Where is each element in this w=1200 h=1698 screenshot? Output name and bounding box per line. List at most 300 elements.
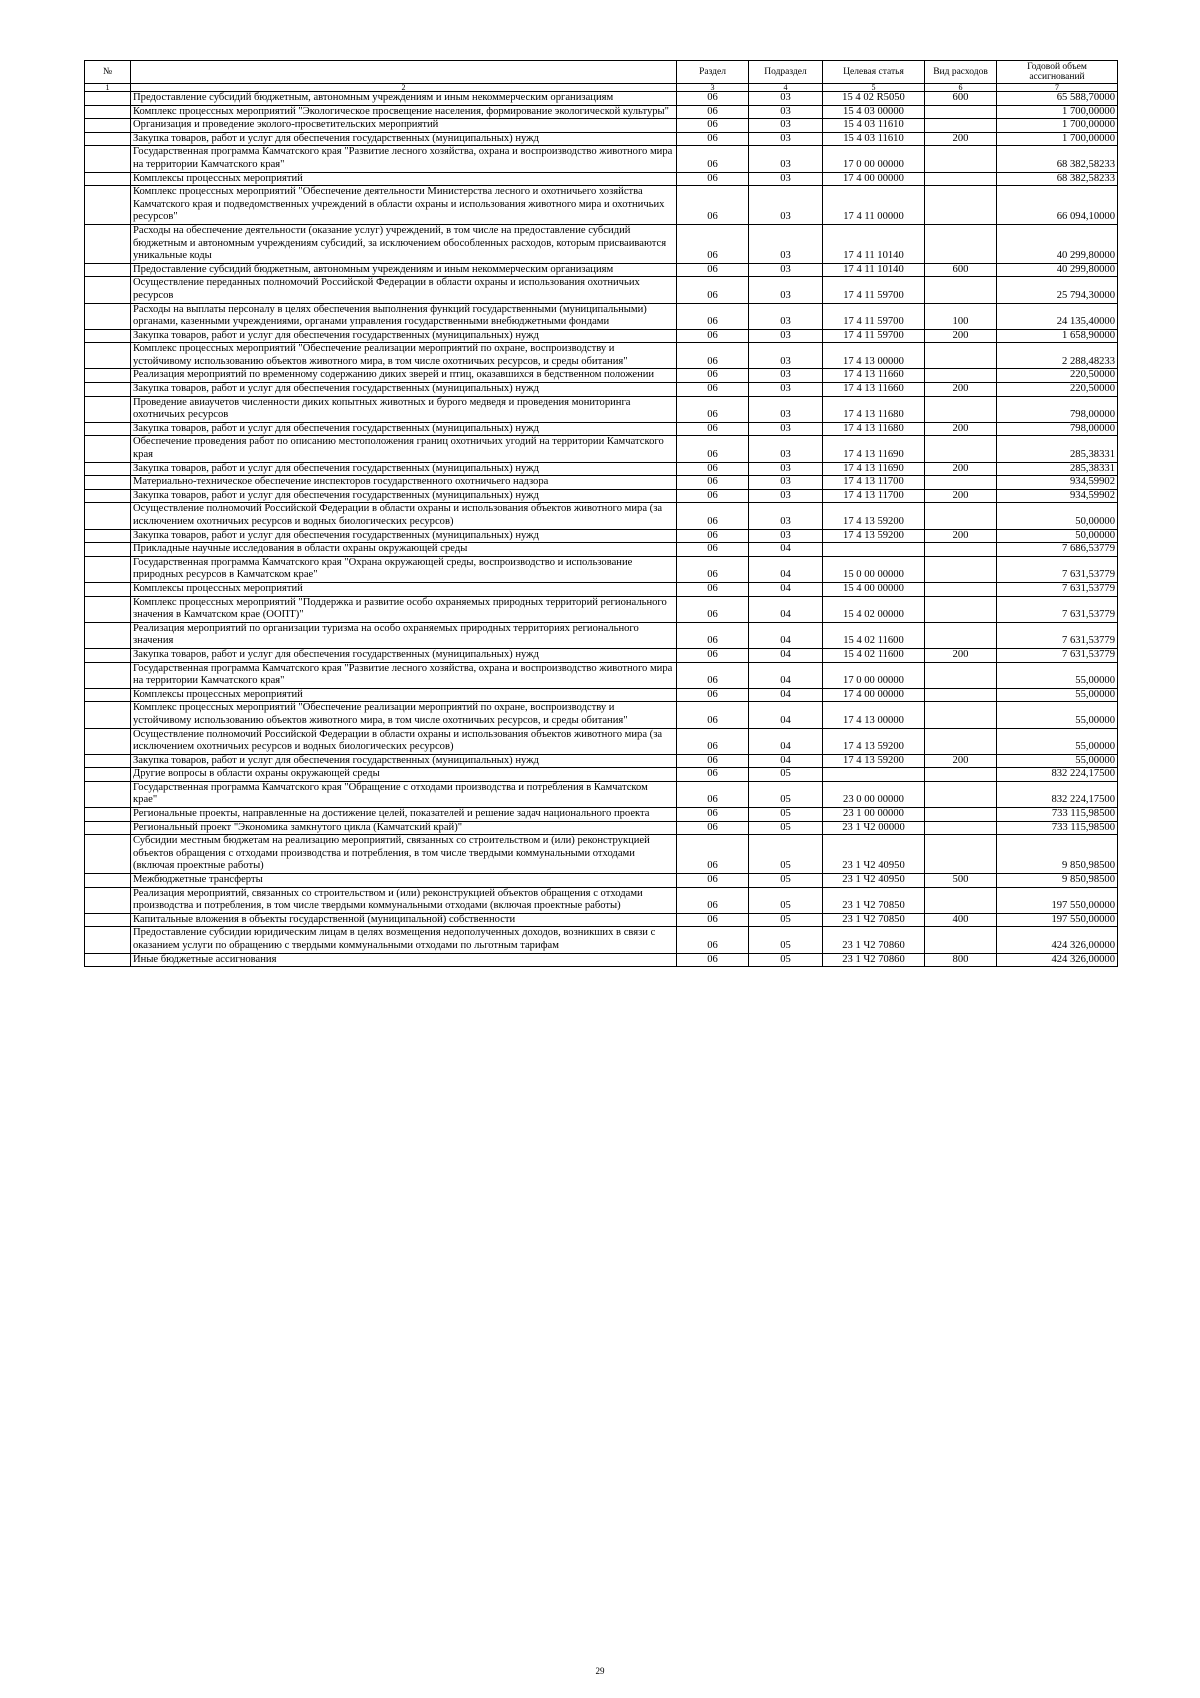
table-row: [85, 556, 1118, 582]
row-subsection-cell: 03: [749, 503, 823, 529]
row-target-cell: [823, 543, 925, 557]
table-row: [85, 648, 1118, 662]
row-subsection-cell: 04: [749, 596, 823, 622]
row-number-cell: [85, 688, 131, 702]
row-target-cell: 17 4 00 00000: [823, 172, 925, 186]
row-name-cell: Региональный проект "Экономика замкнутого цикла (Камчатский край)": [131, 821, 677, 835]
row-section-cell: 06: [677, 422, 749, 436]
row-target-cell: 15 4 02 11600: [823, 622, 925, 648]
col-amount-header: Годовой объем ассигнований: [997, 61, 1118, 84]
row-number-cell: [85, 303, 131, 329]
row-number-cell: [85, 503, 131, 529]
row-amount-cell: 7 631,53779: [997, 582, 1118, 596]
row-kind-cell: 200: [925, 754, 997, 768]
row-target-cell: 17 4 13 59200: [823, 754, 925, 768]
row-name-cell: Комплекс процессных мероприятий "Поддержка и развитие особо охраняемых природных территорий регионального значения в Камчатском крае (ООПТ)": [131, 596, 677, 622]
row-section-cell: 06: [677, 105, 749, 119]
row-number-cell: [85, 146, 131, 172]
row-kind-cell: [925, 277, 997, 303]
row-subsection-cell: 04: [749, 754, 823, 768]
row-target-cell: 23 1 Ч2 70850: [823, 887, 925, 913]
table-row: [85, 582, 1118, 596]
row-amount-cell: 66 094,10000: [997, 186, 1118, 225]
row-amount-cell: 832 224,17500: [997, 781, 1118, 807]
row-name-cell: Закупка товаров, работ и услуг для обеспечения государственных (муниципальных) нужд: [131, 754, 677, 768]
row-name-cell: Закупка товаров, работ и услуг для обеспечения государственных (муниципальных) нужд: [131, 648, 677, 662]
row-kind-cell: 200: [925, 132, 997, 146]
row-amount-cell: 55,00000: [997, 728, 1118, 754]
table-row: [85, 119, 1118, 133]
row-number-cell: [85, 728, 131, 754]
row-name-cell: Материально-техническое обеспечение инспекторов государственного охотничьего надзора: [131, 476, 677, 490]
row-section-cell: 06: [677, 821, 749, 835]
row-section-cell: 06: [677, 186, 749, 225]
row-target-cell: 23 0 00 00000: [823, 781, 925, 807]
row-subsection-cell: 03: [749, 329, 823, 343]
row-target-cell: 17 4 13 11700: [823, 476, 925, 490]
row-section-cell: 06: [677, 728, 749, 754]
row-subsection-cell: 03: [749, 92, 823, 106]
row-name-cell: Закупка товаров, работ и услуг для обеспечения государственных (муниципальных) нужд: [131, 489, 677, 503]
row-amount-cell: 197 550,00000: [997, 887, 1118, 913]
table-row: [85, 383, 1118, 397]
row-section-cell: 06: [677, 768, 749, 782]
budget-sheet: [84, 60, 1117, 967]
col-index: 5: [823, 84, 925, 92]
row-section-cell: 06: [677, 688, 749, 702]
row-target-cell: 17 4 13 11660: [823, 383, 925, 397]
row-name-cell: Осуществление переданных полномочий Российской Федерации в области охраны и использования охотничьих ресурсов: [131, 277, 677, 303]
row-name-cell: Другие вопросы в области охраны окружающей среды: [131, 768, 677, 782]
row-target-cell: 17 4 13 59200: [823, 529, 925, 543]
row-amount-cell: 55,00000: [997, 662, 1118, 688]
row-number-cell: [85, 132, 131, 146]
row-target-cell: 17 4 11 00000: [823, 186, 925, 225]
row-kind-cell: 200: [925, 422, 997, 436]
row-kind-cell: [925, 688, 997, 702]
table-row: [85, 105, 1118, 119]
row-subsection-cell: 04: [749, 662, 823, 688]
row-subsection-cell: 03: [749, 303, 823, 329]
row-target-cell: 15 0 00 00000: [823, 556, 925, 582]
row-name-cell: Реализация мероприятий по временному содержанию диких зверей и птиц, оказавшихся в бедственном положении: [131, 369, 677, 383]
row-number-cell: [85, 186, 131, 225]
row-name-cell: Предоставление субсидий бюджетным, автономным учреждениям и иным некоммерческим организациям: [131, 92, 677, 106]
row-target-cell: [823, 768, 925, 782]
row-section-cell: 06: [677, 277, 749, 303]
row-amount-cell: 197 550,00000: [997, 913, 1118, 927]
row-subsection-cell: 03: [749, 422, 823, 436]
row-name-cell: Предоставление субсидий бюджетным, автономным учреждениям и иным некоммерческим организациям: [131, 263, 677, 277]
row-number-cell: [85, 835, 131, 874]
row-name-cell: Закупка товаров, работ и услуг для обеспечения государственных (муниципальных) нужд: [131, 132, 677, 146]
row-section-cell: 06: [677, 953, 749, 967]
row-name-cell: Закупка товаров, работ и услуг для обеспечения государственных (муниципальных) нужд: [131, 383, 677, 397]
row-amount-cell: 1 658,90000: [997, 329, 1118, 343]
row-number-cell: [85, 462, 131, 476]
row-amount-cell: 798,00000: [997, 422, 1118, 436]
row-name-cell: Комплекс процессных мероприятий "Обеспечение реализации мероприятий по охране, воспроизводству и устойчивому использованию объектов животного мира, в том числе охотничьих ресурсов, и среды обитания": [131, 702, 677, 728]
row-target-cell: 23 1 00 00000: [823, 808, 925, 822]
row-target-cell: 23 1 Ч2 40950: [823, 835, 925, 874]
row-target-cell: 17 4 00 00000: [823, 688, 925, 702]
row-name-cell: Расходы на обеспечение деятельности (оказание услуг) учреждений, в том числе на предоставление субсидий бюджетным и автономным учреждениям субсидий, за исключением обособленных расходов, которым присваиваются уникальные коды: [131, 224, 677, 263]
row-section-cell: 06: [677, 543, 749, 557]
row-section-cell: 06: [677, 172, 749, 186]
row-target-cell: 17 4 13 11690: [823, 462, 925, 476]
row-kind-cell: [925, 436, 997, 462]
row-kind-cell: 200: [925, 648, 997, 662]
row-target-cell: 17 0 00 00000: [823, 662, 925, 688]
row-kind-cell: 800: [925, 953, 997, 967]
row-section-cell: 06: [677, 369, 749, 383]
table-row: [85, 887, 1118, 913]
row-section-cell: 06: [677, 702, 749, 728]
row-target-cell: 17 4 11 10140: [823, 224, 925, 263]
row-name-cell: Государственная программа Камчатского края "Развитие лесного хозяйства, охрана и воспроизводство животного мира на территории Камчатского края": [131, 662, 677, 688]
row-subsection-cell: 05: [749, 768, 823, 782]
row-subsection-cell: 03: [749, 396, 823, 422]
row-number-cell: [85, 927, 131, 953]
row-number-cell: [85, 768, 131, 782]
row-section-cell: 06: [677, 489, 749, 503]
row-kind-cell: 200: [925, 329, 997, 343]
row-number-cell: [85, 874, 131, 888]
row-number-cell: [85, 913, 131, 927]
row-amount-cell: 68 382,58233: [997, 172, 1118, 186]
row-target-cell: 17 4 13 11680: [823, 422, 925, 436]
row-subsection-cell: 05: [749, 874, 823, 888]
row-target-cell: 17 4 13 00000: [823, 343, 925, 369]
row-target-cell: 15 4 02 11600: [823, 648, 925, 662]
row-amount-cell: 68 382,58233: [997, 146, 1118, 172]
row-section-cell: 06: [677, 622, 749, 648]
row-name-cell: Комплексы процессных мероприятий: [131, 582, 677, 596]
table-row: [85, 132, 1118, 146]
table-row: [85, 172, 1118, 186]
row-target-cell: 17 4 13 11700: [823, 489, 925, 503]
row-section-cell: 06: [677, 874, 749, 888]
row-kind-cell: 500: [925, 874, 997, 888]
row-amount-cell: 50,00000: [997, 529, 1118, 543]
row-amount-cell: 55,00000: [997, 754, 1118, 768]
row-name-cell: Государственная программа Камчатского края "Развитие лесного хозяйства, охрана и воспроизводство животного мира на территории Камчатского края": [131, 146, 677, 172]
row-kind-cell: [925, 596, 997, 622]
row-kind-cell: [925, 146, 997, 172]
col-index: 6: [925, 84, 997, 92]
row-kind-cell: 200: [925, 489, 997, 503]
row-subsection-cell: 03: [749, 529, 823, 543]
row-section-cell: 06: [677, 383, 749, 397]
row-amount-cell: 832 224,17500: [997, 768, 1118, 782]
row-kind-cell: 600: [925, 92, 997, 106]
row-kind-cell: [925, 702, 997, 728]
table-row: [85, 808, 1118, 822]
row-amount-cell: 285,38331: [997, 436, 1118, 462]
row-amount-cell: 40 299,80000: [997, 263, 1118, 277]
row-name-cell: Региональные проекты, направленные на достижение целей, показателей и решение задач национального проекта: [131, 808, 677, 822]
col-index: 1: [85, 84, 131, 92]
table-row: [85, 874, 1118, 888]
row-target-cell: 17 4 11 59700: [823, 303, 925, 329]
row-target-cell: 17 4 11 10140: [823, 263, 925, 277]
row-name-cell: Закупка товаров, работ и услуг для обеспечения государственных (муниципальных) нужд: [131, 529, 677, 543]
row-target-cell: 23 1 Ч2 70850: [823, 913, 925, 927]
row-amount-cell: 40 299,80000: [997, 224, 1118, 263]
row-subsection-cell: 03: [749, 489, 823, 503]
row-subsection-cell: 03: [749, 476, 823, 490]
row-number-cell: [85, 436, 131, 462]
row-name-cell: Комплекс процессных мероприятий "Экологическое просвещение населения, формирование экологической культуры": [131, 105, 677, 119]
row-kind-cell: 200: [925, 462, 997, 476]
col-subsection-header: Подраздел: [749, 61, 823, 84]
row-number-cell: [85, 808, 131, 822]
row-section-cell: 06: [677, 781, 749, 807]
table-row: [85, 768, 1118, 782]
row-target-cell: 17 4 13 00000: [823, 702, 925, 728]
table-row: [85, 702, 1118, 728]
row-kind-cell: 200: [925, 383, 997, 397]
row-section-cell: 06: [677, 132, 749, 146]
row-target-cell: 17 4 13 11660: [823, 369, 925, 383]
row-section-cell: 06: [677, 329, 749, 343]
row-target-cell: 15 4 02 00000: [823, 596, 925, 622]
row-number-cell: [85, 369, 131, 383]
row-subsection-cell: 04: [749, 543, 823, 557]
row-amount-cell: 65 588,70000: [997, 92, 1118, 106]
row-target-cell: 15 4 02 R5050: [823, 92, 925, 106]
table-row: [85, 529, 1118, 543]
column-index-row: [85, 84, 1118, 92]
row-subsection-cell: 05: [749, 927, 823, 953]
row-subsection-cell: 03: [749, 277, 823, 303]
row-subsection-cell: 03: [749, 172, 823, 186]
row-section-cell: 06: [677, 263, 749, 277]
row-number-cell: [85, 172, 131, 186]
row-kind-cell: [925, 662, 997, 688]
row-section-cell: 06: [677, 92, 749, 106]
row-kind-cell: [925, 768, 997, 782]
col-index: 7: [997, 84, 1118, 92]
budget-rows: [85, 92, 1118, 967]
row-amount-cell: 9 850,98500: [997, 874, 1118, 888]
row-amount-cell: 7 686,53779: [997, 543, 1118, 557]
row-subsection-cell: 04: [749, 702, 823, 728]
row-amount-cell: 55,00000: [997, 688, 1118, 702]
row-subsection-cell: 04: [749, 728, 823, 754]
row-section-cell: 06: [677, 146, 749, 172]
row-amount-cell: 220,50000: [997, 383, 1118, 397]
row-target-cell: 23 1 Ч2 70860: [823, 953, 925, 967]
row-number-cell: [85, 543, 131, 557]
table-row: [85, 913, 1118, 927]
table-row: [85, 503, 1118, 529]
row-number-cell: [85, 105, 131, 119]
row-kind-cell: [925, 728, 997, 754]
row-name-cell: Расходы на выплаты персоналу в целях обеспечения выполнения функций государственными (муниципальными) органами, казенными учреждениями, органами управления государственными внебюджетными фондами: [131, 303, 677, 329]
row-subsection-cell: 04: [749, 556, 823, 582]
row-number-cell: [85, 702, 131, 728]
row-section-cell: 06: [677, 436, 749, 462]
row-kind-cell: [925, 119, 997, 133]
col-num-header: №: [85, 61, 131, 84]
row-section-cell: 06: [677, 556, 749, 582]
row-name-cell: Организация и проведение эколого-просветительских мероприятий: [131, 119, 677, 133]
row-subsection-cell: 03: [749, 436, 823, 462]
row-name-cell: Реализация мероприятий, связанных со строительством и (или) реконструкцией объектов обращения с отходами производства и потребления, в том числе твердыми коммунальными отходами (включая проектные работы): [131, 887, 677, 913]
row-kind-cell: 100: [925, 303, 997, 329]
row-number-cell: [85, 119, 131, 133]
table-row: [85, 92, 1118, 106]
row-kind-cell: [925, 622, 997, 648]
table-row: [85, 489, 1118, 503]
table-row: [85, 186, 1118, 225]
row-subsection-cell: 05: [749, 913, 823, 927]
row-number-cell: [85, 396, 131, 422]
row-amount-cell: 7 631,53779: [997, 556, 1118, 582]
row-name-cell: Закупка товаров, работ и услуг для обеспечения государственных (муниципальных) нужд: [131, 329, 677, 343]
table-row: [85, 953, 1118, 967]
row-kind-cell: [925, 396, 997, 422]
table-row: [85, 329, 1118, 343]
row-name-cell: Государственная программа Камчатского края "Обращение с отходами производства и потребления в Камчатском крае": [131, 781, 677, 807]
row-name-cell: Государственная программа Камчатского края "Охрана окружающей среды, воспроизводство и использование природных ресурсов в Камчатском крае": [131, 556, 677, 582]
row-amount-cell: 1 700,00000: [997, 105, 1118, 119]
col-section-header: Раздел: [677, 61, 749, 84]
row-subsection-cell: 03: [749, 105, 823, 119]
row-amount-cell: 7 631,53779: [997, 648, 1118, 662]
table-row: [85, 835, 1118, 874]
row-section-cell: 06: [677, 596, 749, 622]
table-row: [85, 343, 1118, 369]
col-name-header: [131, 61, 677, 84]
row-kind-cell: [925, 781, 997, 807]
row-number-cell: [85, 529, 131, 543]
row-amount-cell: 733 115,98500: [997, 821, 1118, 835]
row-subsection-cell: 03: [749, 462, 823, 476]
row-target-cell: 17 0 00 00000: [823, 146, 925, 172]
table-row: [85, 728, 1118, 754]
row-target-cell: 15 4 03 00000: [823, 105, 925, 119]
row-kind-cell: [925, 186, 997, 225]
table-row: [85, 596, 1118, 622]
row-number-cell: [85, 329, 131, 343]
row-target-cell: 23 1 Ч2 40950: [823, 874, 925, 888]
row-kind-cell: [925, 503, 997, 529]
row-name-cell: Реализация мероприятий по организации туризма на особо охраняемых природных территориях регионального значения: [131, 622, 677, 648]
row-kind-cell: [925, 835, 997, 874]
row-section-cell: 06: [677, 887, 749, 913]
row-target-cell: 17 4 13 59200: [823, 503, 925, 529]
row-name-cell: Межбюджетные трансферты: [131, 874, 677, 888]
row-section-cell: 06: [677, 913, 749, 927]
row-section-cell: 06: [677, 582, 749, 596]
table-row: [85, 622, 1118, 648]
row-section-cell: 06: [677, 648, 749, 662]
table-row: [85, 754, 1118, 768]
row-name-cell: Комплекс процессных мероприятий "Обеспечение деятельности Министерства лесного и охотничьего хозяйства Камчатского края и подведомственных учреждений в области охраны и использования животного мира и охотничьих ресурсов": [131, 186, 677, 225]
row-number-cell: [85, 489, 131, 503]
row-number-cell: [85, 887, 131, 913]
row-amount-cell: 1 700,00000: [997, 132, 1118, 146]
col-kind-header: Вид расходов: [925, 61, 997, 84]
row-section-cell: 06: [677, 343, 749, 369]
row-amount-cell: 934,59902: [997, 489, 1118, 503]
row-name-cell: Закупка товаров, работ и услуг для обеспечения государственных (муниципальных) нужд: [131, 422, 677, 436]
row-target-cell: 23 1 Ч2 00000: [823, 821, 925, 835]
row-section-cell: 06: [677, 476, 749, 490]
row-kind-cell: [925, 543, 997, 557]
row-target-cell: 15 4 03 11610: [823, 132, 925, 146]
row-number-cell: [85, 821, 131, 835]
row-name-cell: Комплексы процессных мероприятий: [131, 172, 677, 186]
table-row: [85, 662, 1118, 688]
budget-table: [84, 60, 1118, 967]
row-subsection-cell: 05: [749, 887, 823, 913]
table-row: [85, 369, 1118, 383]
table-row: [85, 303, 1118, 329]
row-name-cell: Осуществление полномочий Российской Федерации в области охраны и использования объектов животного мира (за исключением охотничьих ресурсов и водных биологических ресурсов): [131, 728, 677, 754]
row-section-cell: 06: [677, 808, 749, 822]
row-kind-cell: [925, 808, 997, 822]
row-kind-cell: [925, 224, 997, 263]
row-section-cell: 06: [677, 224, 749, 263]
table-row: [85, 781, 1118, 807]
row-subsection-cell: 03: [749, 224, 823, 263]
row-kind-cell: [925, 556, 997, 582]
row-amount-cell: 934,59902: [997, 476, 1118, 490]
row-number-cell: [85, 781, 131, 807]
row-name-cell: Обеспечение проведения работ по описанию местоположения границ охотничьих угодий на территории Камчатского края: [131, 436, 677, 462]
table-row: [85, 146, 1118, 172]
row-subsection-cell: 05: [749, 953, 823, 967]
row-number-cell: [85, 224, 131, 263]
row-subsection-cell: 04: [749, 688, 823, 702]
row-target-cell: 17 4 13 59200: [823, 728, 925, 754]
page-number: 29: [595, 1666, 605, 1676]
row-section-cell: 06: [677, 835, 749, 874]
row-amount-cell: 50,00000: [997, 503, 1118, 529]
row-name-cell: Проведение авиаучетов численности диких копытных животных и бурого медведя и проведения мониторинга охотничьих ресурсов: [131, 396, 677, 422]
row-name-cell: Прикладные научные исследования в области охраны окружающей среды: [131, 543, 677, 557]
row-kind-cell: [925, 887, 997, 913]
row-name-cell: Предоставление субсидии юридическим лицам в целях возмещения недополученных доходов, возникших в связи с оказанием услуги по обращению с твердыми коммунальными отходами по льготным тарифам: [131, 927, 677, 953]
row-subsection-cell: 03: [749, 263, 823, 277]
row-subsection-cell: 03: [749, 343, 823, 369]
row-target-cell: 23 1 Ч2 70860: [823, 927, 925, 953]
row-amount-cell: 220,50000: [997, 369, 1118, 383]
row-number-cell: [85, 422, 131, 436]
row-target-cell: 15 4 00 00000: [823, 582, 925, 596]
row-name-cell: Закупка товаров, работ и услуг для обеспечения государственных (муниципальных) нужд: [131, 462, 677, 476]
row-subsection-cell: 03: [749, 369, 823, 383]
row-target-cell: 17 4 13 11690: [823, 436, 925, 462]
row-amount-cell: 798,00000: [997, 396, 1118, 422]
row-number-cell: [85, 556, 131, 582]
row-amount-cell: 424 326,00000: [997, 953, 1118, 967]
table-row: [85, 422, 1118, 436]
row-kind-cell: [925, 172, 997, 186]
row-number-cell: [85, 343, 131, 369]
row-subsection-cell: 05: [749, 781, 823, 807]
row-number-cell: [85, 263, 131, 277]
table-row: [85, 688, 1118, 702]
row-amount-cell: 285,38331: [997, 462, 1118, 476]
row-number-cell: [85, 476, 131, 490]
table-row: [85, 263, 1118, 277]
row-section-cell: 06: [677, 462, 749, 476]
row-amount-cell: 1 700,00000: [997, 119, 1118, 133]
